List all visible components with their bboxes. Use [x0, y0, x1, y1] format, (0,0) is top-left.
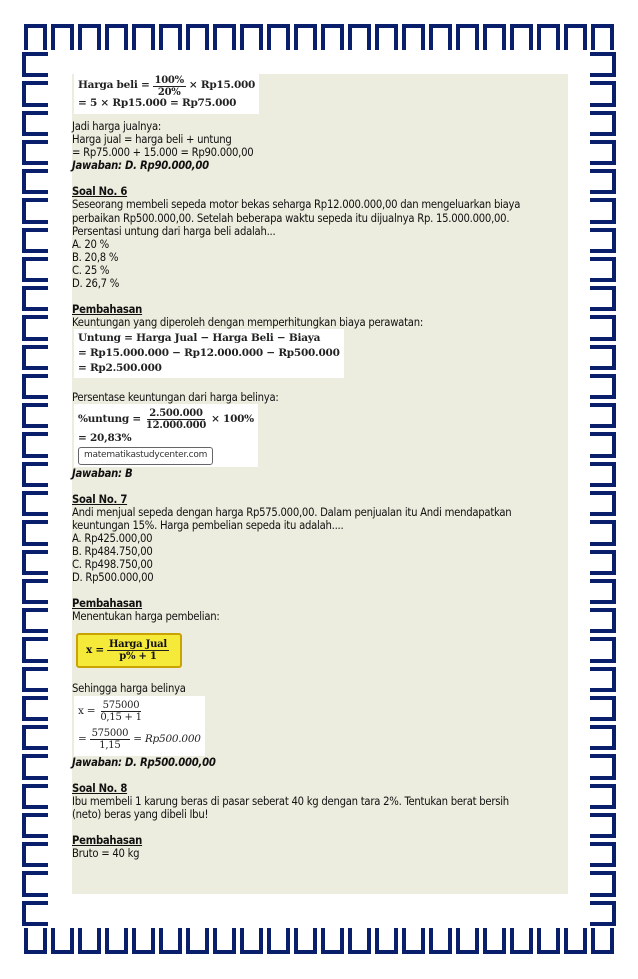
- formula-line2: = 5 × Rp15.000 = Rp75.000: [78, 97, 237, 110]
- text-line: Harga jual = harga beli + untung: [72, 133, 232, 147]
- question-title: Soal No. 7: [72, 492, 128, 506]
- document-content: [72, 74, 568, 894]
- answer-line: Jawaban: D. Rp500.000,00: [72, 755, 216, 769]
- page-border-left: [22, 50, 48, 928]
- option: B. 20,8 %: [72, 250, 119, 264]
- question-text: perbaikan Rp500.000,00. Setelah beberapa waktu sepeda itu dijualnya Rp. 15.000.000,00.: [72, 211, 510, 225]
- option: C. Rp498.750,00: [72, 558, 153, 572]
- page-border-top: [22, 24, 616, 50]
- question-title: Soal No. 6: [72, 185, 128, 199]
- question-title: Soal No. 8: [72, 781, 128, 795]
- text-line: Keuntungan yang diperoleh dengan memperhitungkan biaya perawatan:: [72, 316, 423, 330]
- watermark-label: matematikastudycenter.com: [78, 447, 213, 464]
- option: B. Rp484.750,00: [72, 544, 153, 558]
- option: A. 20 %: [72, 237, 109, 251]
- option: A. Rp425.000,00: [72, 531, 153, 545]
- text-line: Jadi harga jualnya:: [72, 120, 162, 133]
- formula-rhs: × Rp15.000: [188, 79, 256, 92]
- option: C. 25 %: [72, 263, 110, 277]
- option: D. 26,7 %: [72, 277, 120, 291]
- answer-line: Jawaban: D. Rp90.000,00: [72, 159, 209, 173]
- option: D. Rp500.000,00: [72, 571, 154, 585]
- page-border-right: [590, 50, 616, 928]
- text-line: Menentukan harga pembelian:: [72, 610, 220, 624]
- text-line: Bruto = 40 kg: [72, 847, 140, 860]
- formula-lhs: Harga beli =: [78, 79, 150, 92]
- text-line: Sehingga harga belinya: [72, 682, 186, 696]
- formula-perhitungan: x = $\frac{575000}{0,15 + 1}$ = $\frac{575000}{1,15}$ = Rp500.000: [74, 696, 205, 756]
- answer-line: Jawaban: B: [72, 466, 133, 480]
- question-text: Ibu membeli 1 karung beras di pasar seberat 40 kg dengan tara 2%. Tentukan berat bersih: [72, 794, 509, 808]
- pembahasan-heading: Pembahasan: [72, 833, 143, 847]
- question-text: Persentasi untung dari harga beli adalah...: [72, 224, 276, 238]
- text-line: Persentase keuntungan dari harga belinya:: [72, 391, 279, 405]
- formula-fraction: $\frac{100\%}{20\%}$: [154, 74, 184, 98]
- text-line: = Rp75.000 + 15.000 = Rp90.000,00: [72, 146, 254, 160]
- formula-box-harga-beli: x = $\frac{\text{Harga Jual}}{p\% + 1}$: [76, 633, 182, 668]
- question-text: Andi menjual sepeda dengan harga Rp575.000,00. Dalam penjualan itu Andi mendapatkan: [72, 505, 512, 519]
- formula-untung: Untung = Harga Jual − Harga Beli − Biaya = Rp15.000.000 − Rp12.000.000 − Rp500.000 = Rp2.500.000: [74, 329, 344, 378]
- question-text: keuntungan 15%. Harga pembelian sepeda itu adalah....: [72, 518, 344, 532]
- question-text: Seseorang membeli sepeda motor bekas seharga Rp12.000.000,00 dan mengeluarkan biaya: [72, 198, 521, 212]
- page-border-bottom: [22, 928, 616, 954]
- pembahasan-heading: Pembahasan: [72, 303, 143, 317]
- formula-harga-beli: [74, 74, 259, 114]
- pembahasan-heading: Pembahasan: [72, 597, 143, 611]
- question-text: (neto) beras yang dibeli Ibu!: [72, 807, 209, 821]
- formula-persen-untung: %untung = $\frac{2.500.000}{12.000.000}$ × 100% = 20,83% matematikastudycenter.com: [74, 404, 258, 466]
